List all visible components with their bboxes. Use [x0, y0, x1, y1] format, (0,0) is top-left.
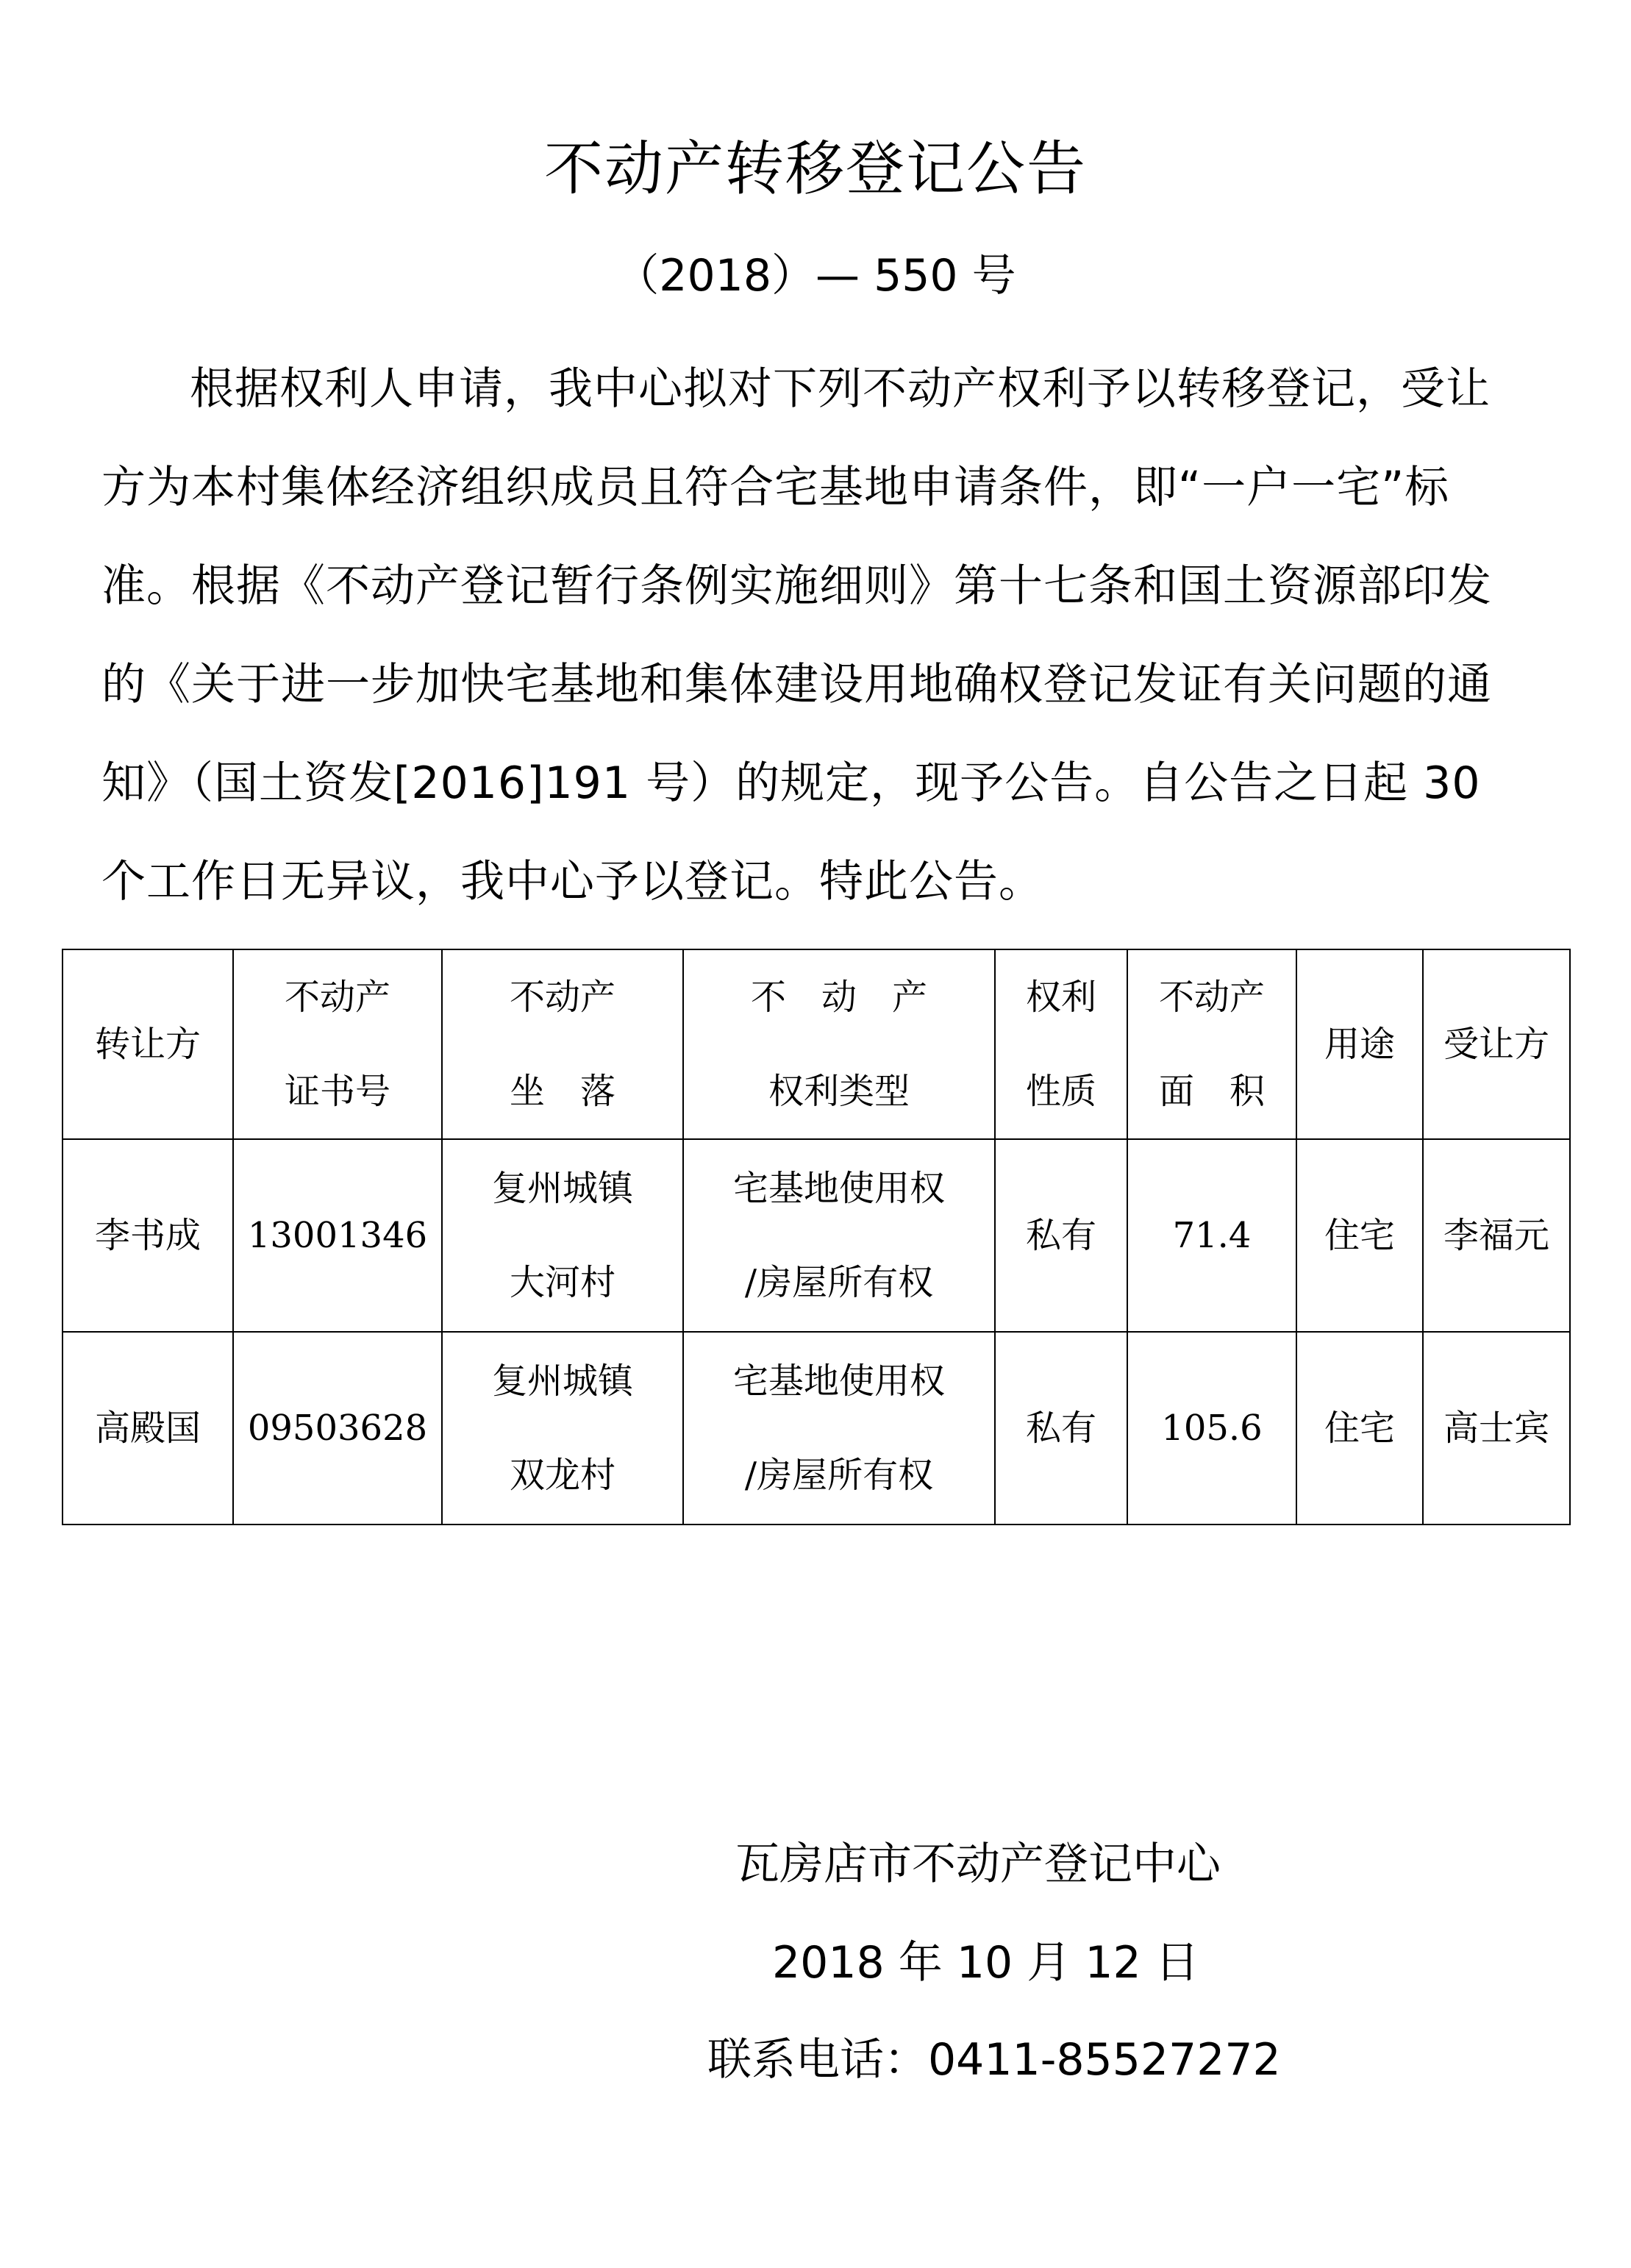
- cell-nature: 私有: [995, 1139, 1127, 1332]
- cell-cert-no: 09503628: [233, 1332, 442, 1525]
- notice-body-paragraph: 根据权利人申请，我中心拟对下列不动产权利予以转移登记，受让方为本村集体经济组织成员且符合宅基地申请条件，即“一户一宅”标准。根据《不动产登记暂行条例实施细则》第十七条和国土资源部印发的《关于进一步加快宅基地和集体建设用地确权登记发证有关问题的通知》（国土资发[2016]191 号）的规定，现予公告。自公告之日起 30 个工作日无异议，我中心予以登记。特此公告。: [101, 363, 1492, 907]
- header-nature: 权利 性质: [995, 949, 1127, 1139]
- notice-body: [101, 340, 1528, 931]
- cell-area: 105.6: [1127, 1332, 1296, 1525]
- cell-area: 71.4: [1127, 1139, 1296, 1332]
- cell-transferee: 高士宾: [1423, 1332, 1570, 1525]
- cell-right-type: 宅基地使用权 /房屋所有权: [683, 1139, 995, 1332]
- cell-right-type: 宅基地使用权 /房屋所有权: [683, 1332, 995, 1525]
- cell-cert-no: 13001346: [233, 1139, 442, 1332]
- cell-usage: 住宅: [1296, 1332, 1423, 1525]
- table-header-row: [63, 949, 1570, 1139]
- cell-transferee: 李福元: [1423, 1139, 1570, 1332]
- cell-usage: 住宅: [1296, 1139, 1423, 1332]
- header-cert-no: 不动产 证书号: [233, 949, 442, 1139]
- contact-phone: 联系电话：0411-85527272: [707, 2034, 1281, 2086]
- cell-transferor: 李书成: [63, 1139, 233, 1332]
- issuing-organization: 瓦房店市不动产登记中心: [735, 1839, 1221, 1890]
- header-right-type: 不 动 产 权利类型: [683, 949, 995, 1139]
- cell-transferor: 高殿国: [63, 1332, 233, 1525]
- cell-location: 复州城镇 双龙村: [442, 1332, 683, 1525]
- property-table: [62, 949, 1571, 1525]
- issue-date: 2018 年 10 月 12 日: [772, 1937, 1199, 1989]
- notice-number: （2018）— 550 号: [615, 250, 1016, 302]
- header-transferor: 转让方: [63, 949, 233, 1139]
- table-row: [63, 1139, 1570, 1332]
- table-row: [63, 1332, 1570, 1525]
- header-area: 不动产 面 积: [1127, 949, 1296, 1139]
- header-usage: 用途: [1296, 949, 1423, 1139]
- header-location: 不动产 坐 落: [442, 949, 683, 1139]
- cell-location: 复州城镇 大河村: [442, 1139, 683, 1332]
- header-transferee: 受让方: [1423, 949, 1570, 1139]
- cell-nature: 私有: [995, 1332, 1127, 1525]
- notice-title: 不动产转移登记公告: [544, 135, 1087, 203]
